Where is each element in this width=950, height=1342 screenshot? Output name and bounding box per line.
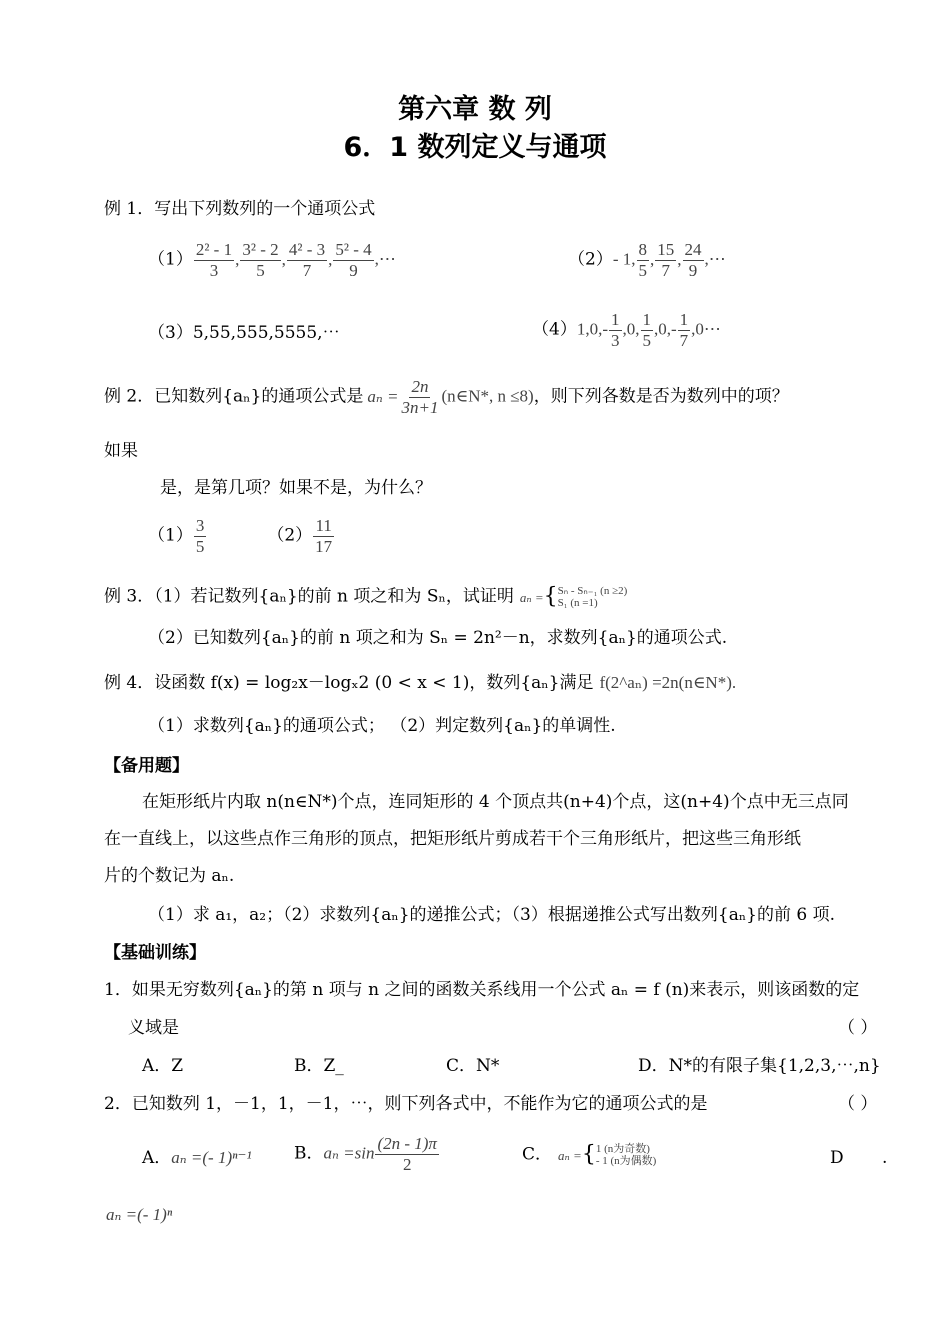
question-1-option-d: D．N*的有限子集{1,2,3,⋯,n} — [638, 1056, 881, 1076]
question-2-line: 2．已知数列 1，－1，1，－1，⋯，则下列各式中，不能作为它的通项公式的是 — [104, 1094, 708, 1114]
example-1-label: 例 1．写出下列数列的一个通项公式 — [104, 199, 376, 219]
example-1-part-4: （4）1,0,- $\frac{1}{3}$ ,0, $\frac{1}{5}$ ,0,- $\frac{1}{7}$ ,0⋯ — [532, 310, 721, 350]
question-2-answer-paren: （ ） — [838, 1094, 878, 1114]
sequence-lead: - 1, — [612, 249, 636, 269]
sequence-tail: ,⋯ — [704, 249, 726, 269]
fraction: $\frac{3}{5}$ — [195, 516, 205, 556]
fraction: $\frac{15}{7}$ — [657, 240, 675, 280]
example-2-line-1: 例 2．已知数列{aₙ}的通项公式是 aₙ = $\frac{2n}{3n+1}$ (n∈N*, n ≤8)，则下列各数是否为数列中的项？ — [104, 377, 789, 417]
backup-paragraph-3: 片的个数记为 aₙ. — [104, 866, 235, 886]
example-3-line-1: 例 3．（1）若记数列{aₙ}的前 n 项之和为 Sₙ，试证明 aₙ ={ Sₙ - Sₙ₋₁ (n ≥2) S₁ (n =1) — [104, 584, 628, 610]
fraction: $\frac{\text{5² - 4}}{9}$ — [335, 240, 372, 280]
fraction: $\frac{1}{5}$ — [642, 310, 651, 350]
example-4-line-1: 例 4．设函数 f(x) = log₂x－logₓ2 (0 < x < 1)，数列{aₙ}满足 f(2^aₙ) =2n(n∈N*). — [104, 673, 737, 693]
fraction: $\frac{(2n - 1)\pi}{2}$ — [377, 1134, 437, 1174]
part-tag: （1） — [148, 249, 193, 270]
question-1-option-a: A．Z — [142, 1056, 184, 1076]
example-1-part-3: （3）5,55,555,5555,⋯ — [148, 323, 340, 343]
question-2-option-b: B．aₙ =sin $\frac{(2n - 1)\pi}{2}$ — [294, 1134, 437, 1174]
chapter-title: 第六章 数 列 — [398, 94, 552, 125]
example-3-line-2: （2）已知数列{aₙ}的前 n 项之和为 Sₙ = 2n²－n，求数列{aₙ}的通项公式. — [148, 628, 728, 648]
sequence-lead: 1,0,- — [576, 319, 608, 339]
question-2-option-d: aₙ =(- 1)ⁿ — [106, 1205, 173, 1224]
backup-header: 【备用题】 — [104, 756, 189, 776]
piecewise-cases: 1 (n为奇数) - 1 (n为偶数) — [595, 1143, 657, 1168]
question-2-option-c: C． aₙ ={ 1 (n为奇数) - 1 (n为偶数) — [522, 1142, 657, 1168]
fraction: $\frac{\text{4² - 3}}{7}$ — [288, 240, 326, 280]
fraction: $\frac{2n}{3n+1}$ — [401, 377, 439, 417]
backup-paragraph-2: 在一直线上，以这些点作三角形的顶点，把矩形纸片剪成若干个三角形纸片，把这些三角形纸 — [104, 829, 801, 849]
question-2-option-a: A．aₙ =(- 1)ⁿ⁻¹ — [142, 1148, 252, 1168]
piecewise-cases: Sₙ - Sₙ₋₁ (n ≥2) S₁ (n =1) — [557, 585, 628, 610]
question-2-option-d-dot: . — [882, 1148, 888, 1168]
example-1-part-1 — [148, 240, 396, 280]
example-2-line-2: 如果 — [104, 441, 138, 461]
sequence-tail: ,⋯ — [374, 249, 396, 269]
backup-paragraph-4: （1）求 a₁，a₂；（2）求数列{aₙ}的递推公式；（3）根据递推公式写出数列{aₙ}的前 6 项. — [148, 905, 836, 925]
example-2-line-3: 是，是第几项？如果不是，为什么？ — [160, 478, 432, 498]
fraction: $\frac{8}{5}$ — [638, 240, 647, 280]
question-1-line-2: 义域是 — [128, 1018, 179, 1038]
basic-header: 【基础训练】 — [104, 943, 206, 963]
part-tag: （4） — [532, 319, 577, 340]
fraction: $\frac{1}{7}$ — [679, 310, 689, 350]
fraction-list: $\frac{\text{2² - 1}}{3}$ , $\frac{\text{3² - 2}}{5}$ , $\frac{\text{4² - 3}}{7}$ , $\frac{\text{5² - 4}}{9}$ — [195, 240, 372, 280]
example-4-line-2: （1）求数列{aₙ}的通项公式； （2）判定数列{aₙ}的单调性. — [148, 716, 616, 736]
fraction: $\frac{24}{9}$ — [684, 240, 702, 280]
fraction: $\frac{\text{3² - 2}}{5}$ — [242, 240, 279, 280]
question-1-option-c: C．N* — [446, 1056, 500, 1076]
question-1-option-b: B．Z_ — [294, 1056, 344, 1076]
fraction-list: $\frac{8}{5}$ , $\frac{15}{7}$ , $\frac{24}{9}$ — [638, 240, 702, 280]
part-tag: （2） — [568, 249, 613, 270]
question-1-line-1: 1．如果无穷数列{aₙ}的第 n 项与 n 之间的函数关系线用一个公式 aₙ = f (n)来表示，则该函数的定 — [104, 980, 860, 1000]
question-2-option-d-tag: D — [830, 1148, 844, 1168]
fraction: $\frac{11}{17}$ — [315, 516, 333, 556]
example-2-questions: （1） $\frac{3}{5}$ （2） $\frac{11}{17}$ — [148, 516, 333, 556]
fraction: $\frac{\text{2² - 1}}{3}$ — [195, 240, 233, 280]
section-title: 6．1 数列定义与通项 — [343, 132, 607, 163]
example-1-part-2 — [568, 240, 726, 280]
backup-paragraph-1: 在矩形纸片内取 n(n∈N*)个点，连同矩形的 4 个顶点共(n+4)个点，这(n+4)个点中无三点同 — [142, 792, 849, 812]
fraction: $\frac{1}{3}$ — [611, 310, 620, 350]
question-1-answer-paren: （ ） — [838, 1018, 878, 1038]
